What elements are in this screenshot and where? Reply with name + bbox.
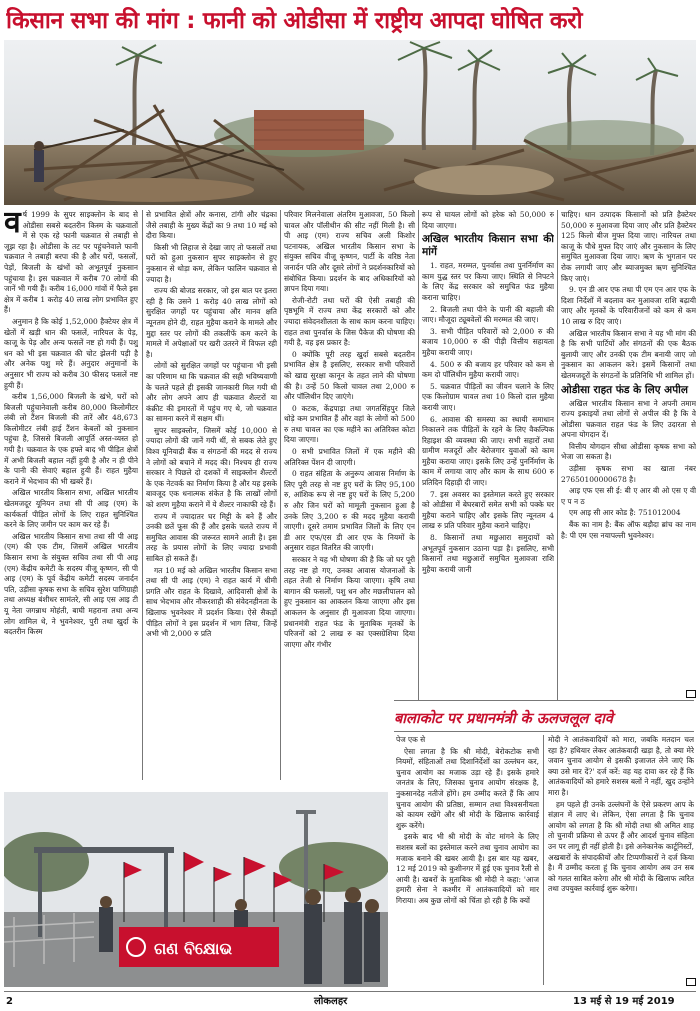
paragraph: रोजी-रोटी तथा घरों की ऐसी तबाही की पृष्ठभूमि में राज्य तथा केंद्र सरकारों को और ज्यादा संवेदनशीलता के साथ काम करना चाहिए। राहत तथा पुनर्वास के जिस पैकेज की घोषणा की गयी है, वह इस प्रकार है: — [284, 295, 415, 348]
balakot-column-1 — [396, 735, 539, 987]
article-column-4 — [422, 210, 554, 700]
demand-item: 4. 500 रु की बजाय हर परिवार को कम से कम दो पॉलिथीन मुहैया करायी जाए। — [422, 359, 554, 380]
paragraph: लोगों को सुरक्षित जगहों पर पहुंचाना भी इसी का परिणाम था कि चक्रवात की सही भविष्यवाणी के चलते पहले ही इसकी जानकारी मिल गयी थी और लोग अपने आप ही चक्रवात शैल्टरों या कंक्रीट की इमारतों में पहुंच गए थे, जो चक्रवात का सामना करने में सक्षम थीं। — [146, 361, 277, 424]
paragraph: हम पहले ही उनके उल्लंघनों के ऐसे प्रकरण आप के संज्ञान में लाए थे। लेकिन, ऐसा लगता है कि चुनाव आयोग को लगता है कि श्री मोदी तथा श्री अमित शाह तो चुनावी प्रक्रिया से ऊपर हैं और आदर्श चुनाव संहिता उन पर लागू ही नहीं होती है। इसे अनेकानेक कार्टूनिस्टों, अखबारों के संपादकीयों और टिप्पणीकारों ने दर्ज किया है। मैं उम्मीद करता हूं कि चुनाव आयोग अब उन सब को गलत साबित करेगा और श्री मोदी के खिलाफ त्वरित तथा उपयुक्त कार्रवाई शुरू करेगा। — [548, 799, 694, 894]
paragraph: इसके बाद भी श्री मोदी के वोट मांगने के लिए सशस्त्र बलों का इस्तेमाल करने तथा चुनाव आयोग का मजाक बनाने की खबर आयी है। इस बार यह खबर, 12 मई 2019 को कुशीनगर में हुई एक चुनाव रैली से आयी है। खबरों के मुताबिक श्री मोदी ने कहा: 'आज हमारी सेना ने कश्मीर में आतंकवादियों को मार गिराया। अब कुछ लोगों को चिंता हो रही है कि क्यों — [396, 832, 539, 905]
relief-fund-heading: ओडीसा राहत फंड के लिए अपील — [561, 383, 688, 396]
article-column-3 — [284, 210, 415, 782]
paper-name: लोकलहर — [314, 996, 348, 1007]
paragraph: अखिल भारतीय किसान सभा, अखिल भारतीय खेतमजदूर यूनियन तथा सी पी आइ (एम) के कार्यकर्ता पीड़ित लोगों के लिए राहत सुनिश्चित करने के लिए जमीन पर काम कर रहे हैं। — [4, 488, 138, 530]
end-mark — [686, 978, 696, 986]
issue-date: 13 मई से 19 मई 2019 — [573, 996, 675, 1007]
paragraph: एम आइ सी आर कोड है: 751012004 — [569, 508, 681, 518]
article-column-1 — [4, 210, 138, 782]
paragraph: अखिल भारतीय किसान सभा तथा सी पी आइ (एम) की एक टीम, जिसमें अखिल भारतीय किसान सभा के संयुक्त सचिव तथा सी पी आइ (एम) केंद्रीय कमेटी के सदस्य वीजू कृष्णन, सी पी आइ (एम) के पूर्व केंद्रीय कमेटी सदस्य जनार्दन पति, उड़ीसा कृषक सभा के सचिव सुरेश पाणिग्राही तथा अध्यक्ष बंशीधर सामंतरे, सी आइ एस आइ टी यू नेता जगन्नाथ मोहंती, बाघी महराना तथा अन्य लोग शामिल थे, ने भुवनेश्वर, पुरी तथा खुर्दा के बदतरीन किस्म — [4, 531, 138, 637]
paragraph: वित्तीय योगदान सीधा ओडीसा कृषक सभा को भेजा जा सकता है। — [561, 441, 696, 462]
paragraph: आइ एफ एस सी ई: बी ए आर बी ओ एस ए वी ए प न ठ — [561, 486, 696, 506]
paragraph: 0 क्योंकि पूरी तरह खुर्दा सबसे बदतरीन प्रभावित क्षेत्र है इसलिए, सरकार सभी परिवारों को खाद्य सुरक्षा कानून के तहत लाने की घोषणा की है। उन्हें 50 किलो चावल तथा 2,000 रु और पॉलिथीन दिए जाएंगे। — [284, 349, 415, 402]
paragraph: 0 कटक, केंद्रपाड़ा तथा जगतसिंहपुर जिले थोड़े कम प्रभावित हैं और वहां के लोगों को 500 रु तथा चावल का एक महीने का अतिरिक्त कोटा दिया जाएगा। — [284, 403, 415, 445]
paragraph: र्ष 1999 के सुपर साइक्लोन के बाद से ओडीसा सबसे बदतरीन किस्म के चक्रवातों में से एक रहे फानी चक्रवात से तबाही से जूझ रहा है। ओडीसा के तट पर पहुंचनेवाले फानी चक्रवात ने तबाही बरपा की है और घरों, फसलों, पेड़ों, बिजली के खंभों को अभूतपूर्व नुकसान पहुंचाया है। इस चक्रवात में करीब 70 लोगों की जानें भी गयी हैं। करीब 16,000 गांवों में फैले इस क्षेत्र में करीब 1 करोड़ 40 लाख लोग प्रभावित हुए हैं। — [4, 210, 138, 315]
paragraph: सरकार ने यह भी घोषणा की है कि जो घर पूरी तरह नष्ट हो गए, उनका आवास योजनाओं के तहत तेजी से निर्माण किया जाएगा। कृषि तथा बागान की फसलों, पशु धन और मछलीपालन को हुए नुकसान का आकलन किया जाएगा और इस आकलन के अनुसार ही मुआवजा दिया जाएगा। प्रधानमंत्री राहत फंड के मुताबिक मृतकों के परिजनों को 2 लाख रु का एक्सग्रेशिया दिया जाएगा और गंभीर — [284, 555, 415, 649]
paragraph: अखिल भारतीय किसान सभा ने यह भी मांग की है कि सभी पार्टियों और संगठनों की एक बैठक बुलायी जाए और उनकी एक टीम बनायी जाए जो नुकसान का आकलन करे। इसमें किसानों तथा खेतमजदूरों के संगठनों के प्रतिनिधि भी शामिल हों। — [561, 328, 696, 380]
cyclone-damage-photo — [4, 40, 696, 205]
demand-item: 2. बिजली तथा पीने के पानी की बहाली की जाए। मौजूदा ट्यूबवेलों की मरम्मत की जाए। — [422, 304, 554, 325]
banner-text: ଗଣ ବିକ୍ଷୋଭ — [154, 939, 233, 958]
end-mark — [686, 690, 696, 698]
paragraph: पेज एक से — [396, 735, 426, 744]
paragraph: करीब 1,56,000 बिजली के खंभे, घरों को बिजली पहुंचानेवाली करीब 80,000 किलोमीटर लंबी लो टैंशन बिजली की तारें और 48,673 किलोमीटर लंबी हाई टैंशन केबलों को नुकसान पहुंचा है, जिससे बिजली आपूर्ति अस्त-व्यस्त हो गयी है। चक्रवात के एक हफ्ते बाद भी पीड़ित क्षेत्रों में अभी बिजली बहाल नहीं हुयी है और न ही पीने के पानी की सेवाएं बहाल हुयी हैं। राहत मुहैया कराने में भेदभाव की भी खबरें हैं। — [4, 392, 138, 486]
dropcap: व — [4, 210, 21, 240]
demand-item: 6. आवास की समस्या का स्थायी समाधान निकालने तक पीड़ितों के रहने के लिए वैकल्पिक रिहाइश की व्यवस्था की जाए। सभी सहारों तथा ग्रामीण मजदूरों और बेरोजगार युवाओं को काम मुहैया कराया जाए। इसके लिए उन्हें पुनर्निर्माण के काम में लगाया जाए और काम के साथ 600 रु प्रतिदिन दिहाड़ी दी जाए। — [422, 414, 554, 488]
paragraph: परिवार मिलनेवाला अंतरिम मुआवजा, 50 किलो चावल और पॉलीथीन की सीट नहीं मिली है। सी पी आइ (एम) राज्य सचिव अली किशोर पटनायक, अखिल भारतीय किसान सभा के संयुक्त सचिव वीजू कृष्णन, पार्टी के वरिष्ठ नेता जनार्दन पति और दूसरे लोगों ने प्रदर्शनकारियों को संबोधित किया। प्रदर्शन के बाद अधिकारियों को ज्ञापन दिया गया। — [284, 210, 415, 294]
paragraph: ऐसा लगता है कि श्री मोदी, बेरोकटोक सभी नियमों, संहिताओं तथा दिशानिर्देशों का उल्लंघन कर, चुनाव आयोग का मजाक उड़ा रहे हैं। इसके हमारे जनतंत्र के लिए, जिसका चुनाव आयोग संरक्षक है, नुकसानदेह नतीजे होंगे। हम उम्मीद करते हैं कि आप चुनाव आयोग की प्रतिष्ठा, सम्मान तथा विश्वसनीयता को कायम रखेंगे और श्री मोदी के खिलाफ कार्रवाई शुरू करेंगे। — [396, 746, 539, 830]
balakot-column-2 — [548, 735, 694, 987]
paragraph: राज्य की बोजड सरकार, जो इस बात पर इतरा रही है कि उसने 1 करोड़ 40 लाख लोगों को सुरक्षित जगहों पर पहुंचाया और मानव क्षति न्यूनतम होने दी, राहत मुहैया कराने के मामले और मुद्दा स्तर पर लोगों की तकलीफें कम करने के मामले में अपेक्षाओं पर खरी उतरने में विफल रही है। — [146, 286, 277, 359]
paragraph: 9. एन डी आर एफ तथा पी एम एन आर एफ के दिशा निर्देशों में बदलाव कर मुआवजा राशि बढ़ायी जाए और मृतकों के परिवारीजनों को कम से कम 10 लाख रु दिए जाएं। — [561, 285, 696, 326]
demands-heading: अखिल भारतीय किसान सभा की मांगें — [422, 233, 554, 259]
paragraph: रूप से घायल लोगों को हरेक को 50,000 रु दिया जाएगा। — [422, 210, 554, 230]
paragraph: अखिल भारतीय किसान सभा ने अपनी तमाम राज्य इकाइयों तथा लोगों से अपील की है कि वे ओडीसा चक्रवात राहत फंड के लिए उदारता से अपना योगदान दें। — [561, 398, 696, 440]
paragraph: मोदी ने आतंकवादियों को मारा, जबकि मतदान चल रहा है? हथियार लेकर आतंकवादी खड़ा है, तो क्या मेरे जवान चुनाव आयोग से इसकी इजाजत लेने जाएं कि क्या उसे मार दें?' दर्ज करें: वह यह दावा कर रहे हैं कि आतंकवादियों को हमारे सशस्त्र बलों ने नहीं, खुद उन्होंने मारा है। — [548, 735, 694, 797]
paragraph: 0 राहत संहिता के अनुरूप आवास निर्माण के लिए पूरी तरह से नष्ट हुए घरों के लिए 95,100 रु, आंशिक रूप से नष्ट हुए घरों के लिए 5,200 रु और जिन घरों को मामूली नुकसान हुआ है उनके लिए 3,200 रु की मदद मुहैया करायी जाएगी। दूसरे तमाम प्रभावित जिलों के लिए एन डी आर एफ/एस डी आर एफ के नियमों के अनुसार राहत वितरित की जाएगी। — [284, 469, 415, 553]
paragraph: उड़ीसा कृषक सभा का खाता नंबर 27650100000678 है। — [561, 464, 696, 484]
paragraph: राज्य में ज्यादातर घर मिट्टी के बने हैं और उनकी छतें फूस की हैं और इसके चलते राज्य में समुचित आवास की जरूरत सामने आती है। इस तरह के प्रयास लोगों के लिए ज्यादा प्रभावी साबित हो सकते हैं। — [146, 511, 277, 563]
paragraph: 0 सभी प्रभावित जिलों में एक महीने की अतिरिक्त पेंशन दी जाएगी। — [284, 447, 415, 467]
demand-item: 5. चक्रवात पीड़ितों का जीवन चलाने के लिए एक किलोग्राम चावल तथा 10 किलो दाल मुहैया करायी जाए। — [422, 381, 554, 412]
demand-item: 8. किसानों तथा मछुआरा समुदायों को अभूतपूर्व नुकसान उठाना पड़ा है। इसलिए, सभी किसानों तथा मछुआरों समुचित मुआवजा राशि मुहैया करायी जानी — [422, 533, 554, 574]
paragraph: से प्रभावित क्षेत्रों और कनास, टांगी और चंद्रका जैसे तबाही के मुख्य केंद्रों का 9 तथा 10 मई को दौरा किया। — [146, 210, 277, 241]
paragraph: गत 10 मई को अखिल भारतीय किसान सभा तथा सी पी आइ (एम) ने राहत कार्य में धीमी प्रगति और राहत के दिखावे, आदिवासी क्षेत्रों के साथ भेदभाव और नौकरशाही की संवेदनहीनता के खिलाफ भुवनेश्वर में प्रदर्शन किया। ऐसे सैकड़ों पीड़ित लोगों ने इस प्रदर्शन में भाग लिया, जिन्हें अभी भी 2,000 रु प्रति — [146, 565, 277, 639]
demand-item: 1. राहत, मरम्मत, पुनर्वास तथा पुनर्निर्माण का काम युद्ध स्तर पर किया जाए। स्थिति से निपटने के लिए केंद्र सरकार को समुचित फंड मुहैया कराना चाहिए। — [422, 261, 554, 302]
paragraph: अनुमान है कि कोई 1,52,000 हैक्टेयर क्षेत्र में खेतों में खड़ी धान की फसलें, नारियल के पेड़, काजू के पेड़ और अन्य फसलें नष्ट हो गयी हैं। पशु धन को भी इस चक्रवात की चोट झेलनी पड़ी है और अनेक पशु मरे हैं। अनुदार अनुमानों के अनुसार भी राज्य को करीब 30 फीसद फसलें नष्ट हुयी हैं। — [4, 316, 138, 390]
demand-item: 7. इस अवसर का इस्तेमाल करते हुए सरकार को ओडीसा में बेघरबारों समेत सभी को पक्के घर मुहैया कराने चाहिए और इसके लिए न्यूनतम 4 लाख रु प्रति परिवार मुहैया कराने चाहिए। — [422, 489, 554, 531]
paragraph: किसी भी लिहाज से देखा जाए तो फसलों तथा घरों को हुआ नुकसान सुपर साइक्लोन से हुए नुकसान से थोड़ा कम, लेकिन फालिन चक्रवात से ज्यादा है। — [146, 242, 277, 284]
article-column-2 — [146, 210, 277, 782]
paragraph: बैंक का नाम है: बैंक ऑफ बड़ौदा ब्रांच का नाम है: पी एम एस नयापल्ली भुवनेश्वर। — [561, 520, 696, 540]
paragraph: चाहिए। धान उत्पादक किसानों को प्रति हैक्टेयर 50,000 रु मुआवजा दिया जाए और प्रति हैक्टेयर 125 किलो बीज मुफ्त दिया जाए। नारियल तथा काजू के पौधे मुफ्त दिए जाएं और नुकसान के लिए समुचित मुआवजा दिया जाए। ऋण के भुगतान पर रोक लगायी जाए और ब्याजमुक्त ऋण सुनिश्चित किए जाएं। — [561, 210, 696, 283]
demand-item: 3. सभी पीड़ित परिवारों को 2,000 रु की बजाय 10,000 रु की पीड़ी वित्तीय सहायता मुहैया करायी जाए। — [422, 326, 554, 357]
headline: किसान सभा की मांग : फानी को ओडीसा में राष्ट्रीय आपदा घोषित करो — [6, 8, 583, 34]
paragraph: सुपर साइक्लोन, जिसमें कोई 10,000 से ज्यादा लोगों की जानें गयी थीं, से सबक लेते हुए विश्व यूनियाद्री बैंक व संगठनों की मदद से राज्य ने लोगों को बचाने में मदद की। निश्चय ही राज्य सरकार ने पिछले दो दशकों में साइक्लोन शैल्टरों के एक नेटवर्क का निर्माण किया है और यह इसके बावजूद एक धनात्मक संकेत है कि लाखों लोगों को शरण मुहैया कराने में ये शैल्टर नाकाफी रहे हैं। — [146, 425, 277, 510]
page-number: 2 — [6, 996, 13, 1007]
article-column-5 — [561, 210, 696, 700]
protest-photo — [4, 792, 388, 987]
balakot-title: बालाकोट पर प्रधानमंत्री के ऊलजलूल दावे — [394, 711, 613, 727]
